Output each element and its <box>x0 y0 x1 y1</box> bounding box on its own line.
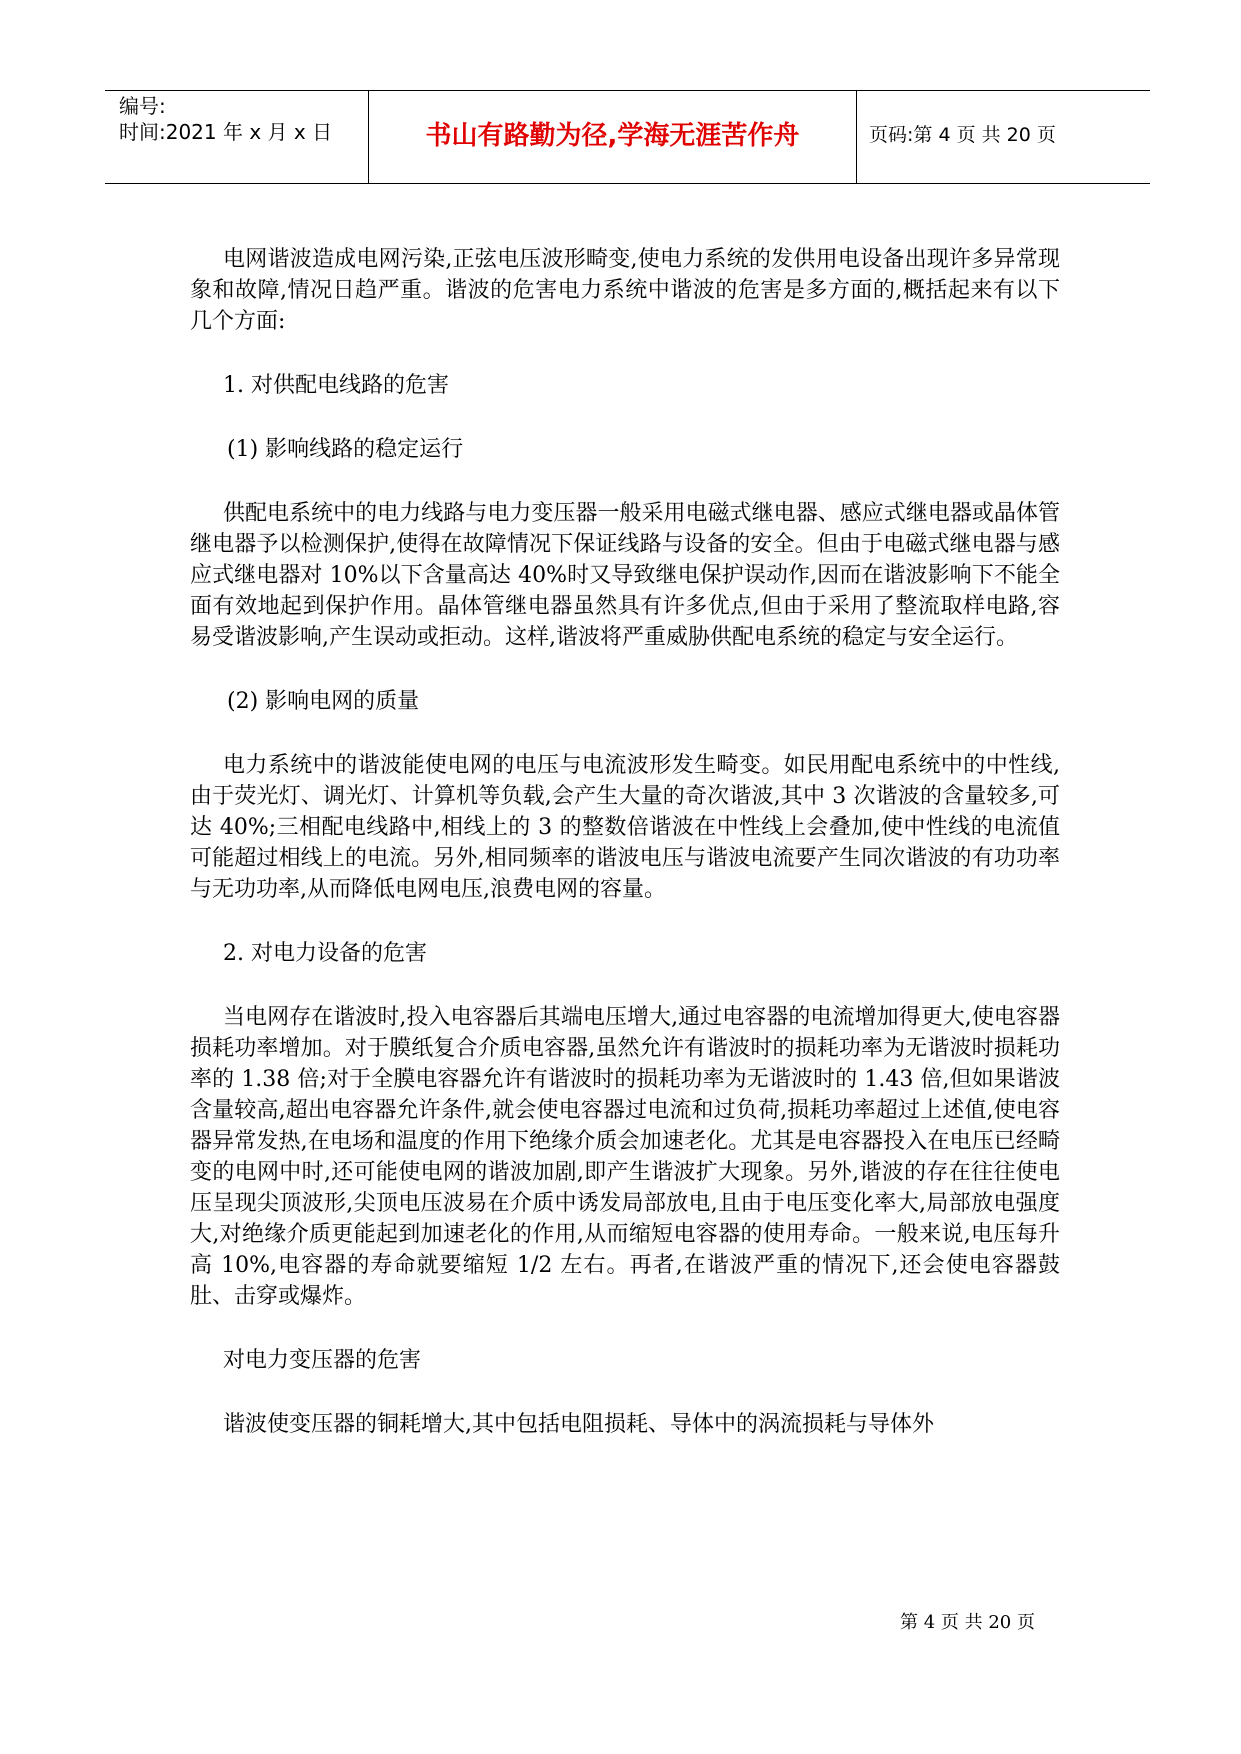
document-number-label: 编号: <box>119 94 166 118</box>
header-meta-cell <box>105 91 369 183</box>
section-heading-1: 1. 对供配电线路的危害 <box>223 373 449 398</box>
document-time-label: 时间:2021 年 x 月 x 日 <box>119 120 333 144</box>
intro-paragraph: 电网谐波造成电网污染,正弦电压波形畸变,使电力系统的发供用电设备出现许多异常现象和故障,情况日趋严重。谐波的危害电力系统中谐波的危害是多方面的,概括起来有以下几个方面: <box>190 247 1060 334</box>
header-motto-cell <box>369 91 857 183</box>
subsection-heading-1-2: (2) 影响电网的质量 <box>227 689 420 714</box>
paragraph-grid-quality: 电力系统中的谐波能使电网的电压与电流波形发生畸变。如民用配电系统中的中性线,由于荧光灯、调光灯、计算机等负载,会产生大量的奇次谐波,其中 3 次谐波的含量较多,可达 40%;三相配电线路中,相线上的 3 的整数倍谐波在中性线上会叠加,使中性线的电流值可能超过相线上的电流。另外,相同频率的谐波电压与谐波电流要产生同次谐波的有功功率与无功功率,从而降低电网电压,浪费电网的容量。 <box>190 753 1060 902</box>
paragraph-transformer-harm: 谐波使变压器的铜耗增大,其中包括电阻损耗、导体中的涡流损耗与导体外 <box>223 1412 934 1437</box>
header-page-code: 页码:第 4 页 共 20 页 <box>869 124 1056 146</box>
section-heading-2: 2. 对电力设备的危害 <box>223 941 427 966</box>
subsection-heading-1-1: (1) 影响线路的稳定运行 <box>227 437 464 462</box>
header-page-cell <box>857 91 1150 183</box>
paragraph-capacitor-harm: 当电网存在谐波时,投入电容器后其端电压增大,通过电容器的电流增加得更大,使电容器损耗功率增加。对于膜纸复合介质电容器,虽然允许有谐波时的损耗功率为无谐波时损耗功率的 1.38 倍;对于全膜电容器允许有谐波时的损耗功率为无谐波时的 1.43 倍,但如果谐波含量较高,超出电容器允许条件,就会使电容器过电流和过负荷,损耗功率超过上述值,使电容器异常发热,在电场和温度的作用下绝缘介质会加速老化。尤其是电容器投入在电压已经畸变的电网中时,还可能使电网的谐波加剧,即产生谐波扩大现象。另外,谐波的存在往往使电压呈现尖顶波形,尖顶电压波易在介质中诱发局部放电,且由于电压变化率大,局部放电强度大,对绝缘介质更能起到加速老化的作用,从而缩短电容器的使用寿命。一般来说,电压每升高 10%,电容器的寿命就要缩短 1/2 左右。再者,在谐波严重的情况下,还会使电容器鼓肚、击穿或爆炸。 <box>190 1005 1060 1309</box>
section-heading-3: 对电力变压器的危害 <box>223 1348 422 1373</box>
document-body <box>190 244 1060 1440</box>
paragraph-line-stability: 供配电系统中的电力线路与电力变压器一般采用电磁式继电器、感应式继电器或晶体管继电器予以检测保护,使得在故障情况下保证线路与设备的安全。但由于电磁式继电器与感应式继电器对 10%以下含量高达 40%时又导致继电保护误动作,因而在谐波影响下不能全面有效地起到保护作用。晶体管继电器虽然具有许多优点,但由于采用了整流取样电路,容易受谐波影响,产生误动或拒动。这样,谐波将严重威胁供配电系统的稳定与安全运行。 <box>190 501 1060 650</box>
page-footer: 第 4 页 共 20 页 <box>900 1612 1035 1633</box>
header-motto: 书山有路勤为径,学海无涯苦作舟 <box>425 121 800 151</box>
document-header <box>105 90 1150 184</box>
